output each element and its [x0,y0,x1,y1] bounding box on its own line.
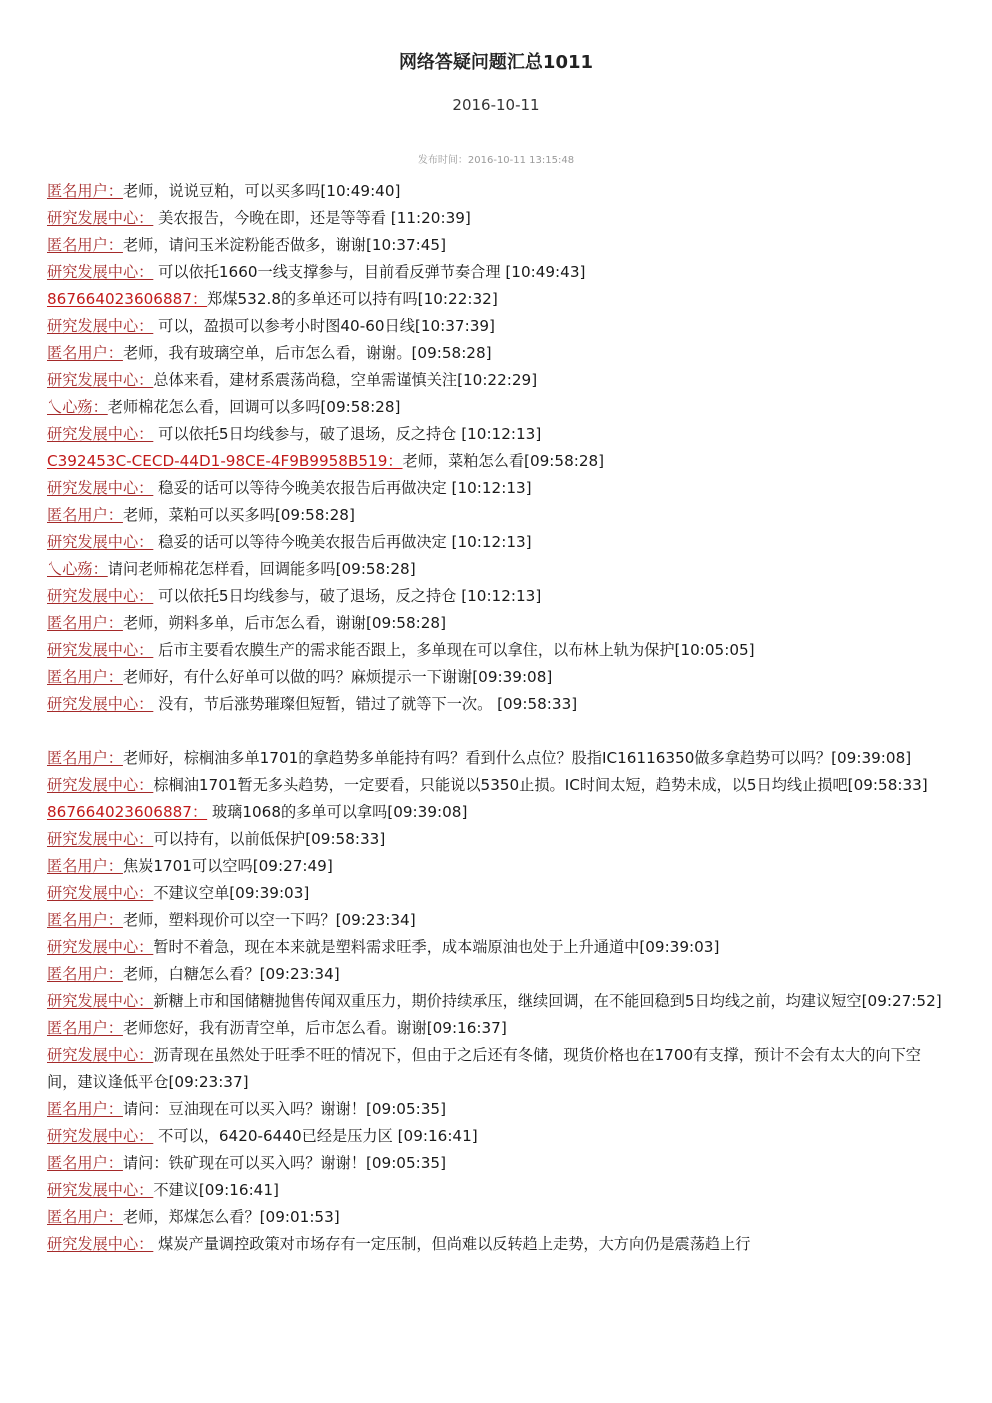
qa-text: 请问：铁矿现在可以买入吗？谢谢！[09:05:35] [122,1154,446,1172]
qa-text: 老师好，棕榈油多单1701的拿趋势多单能持有吗？看到什么点位？股指IC16116350做多拿趋势可以吗？[09:39:08] [122,749,912,767]
qa-entry [47,664,947,691]
speaker-link[interactable]: 研究发展中心： [47,209,154,227]
qa-text: 老师，朔料多单，后市怎么看，谢谢[09:58:28] [122,614,446,632]
speaker-link[interactable]: 研究发展中心： [47,641,154,659]
qa-text: 老师，菜粕可以买多吗[09:58:28] [122,506,355,524]
qa-entry [47,772,947,799]
speaker-link[interactable]: 研究发展中心： [47,1046,154,1064]
qa-text: 可以依托5日均线参与，破了退场，反之持仓 [10:12:13] [153,425,542,443]
qa-entry [47,286,947,313]
qa-entry [47,826,947,853]
qa-text: 没有，节后涨势璀璨但短暂，错过了就等下一次。 [09:58:33] [153,695,578,713]
qa-text: 玻璃1068的多单可以拿吗[09:39:08] [207,803,468,821]
qa-entry [47,1231,947,1258]
qa-entry [47,1150,947,1177]
speaker-link[interactable]: 研究发展中心： [47,776,154,794]
qa-entry [47,1042,947,1096]
qa-text: 美农报告，今晚在即，还是等等看 [11:20:39] [153,209,471,227]
qa-text: 可以依托5日均线参与，破了退场，反之持仓 [10:12:13] [153,587,542,605]
qa-entry [47,529,947,556]
document-date: 2016-10-11 [452,96,540,114]
qa-entry [47,178,947,205]
speaker-link[interactable]: 研究发展中心： [47,371,154,389]
qa-text: 总体来看，建材系震荡尚稳，空单需谨慎关注[10:22:29] [153,371,538,389]
qa-text: 后市主要看农膜生产的需求能否跟上，多单现在可以拿住，以布林上轨为保护[10:05:05] [153,641,755,659]
qa-entry [47,340,947,367]
qa-text: 可以依托1660一线支撑参与，目前看反弹节奏合理 [10:49:43] [153,263,586,281]
speaker-link[interactable]: 研究发展中心： [47,263,154,281]
qa-text: 请问老师棉花怎样看，回调能多吗[09:58:28] [107,560,416,578]
speaker-link[interactable]: 匿名用户： [47,857,123,875]
qa-text: 新糖上市和国储糖抛售传闻双重压力，期价持续承压，继续回调，在不能回稳到5日均线之前，均建议短空[09:27:52] [153,992,942,1010]
qa-entry [47,313,947,340]
speaker-link[interactable]: 研究发展中心： [47,533,154,551]
speaker-link[interactable]: 867664023606887： [47,290,208,308]
qa-text: 老师，白糖怎么看？[09:23:34] [122,965,340,983]
qa-text: 煤炭产量调控政策对市场存有一定压制，但尚难以反转趋上走势，大方向仍是震荡趋上行 [153,1235,751,1253]
speaker-link[interactable]: 研究发展中心： [47,992,154,1010]
qa-entry [47,1123,947,1150]
qa-text: 不可以，6420-6440已经是压力区 [09:16:41] [153,1127,478,1145]
speaker-link[interactable]: 匿名用户： [47,749,123,767]
speaker-link[interactable]: 研究发展中心： [47,884,154,902]
qa-entry [47,853,947,880]
qa-text: 老师，请问玉米淀粉能否做多，谢谢[10:37:45] [122,236,446,254]
qa-entry [47,691,947,718]
speaker-link[interactable]: 匿名用户： [47,1019,123,1037]
qa-text: 老师好，有什么好单可以做的吗？麻烦提示一下谢谢[09:39:08] [122,668,553,686]
qa-entry [47,232,947,259]
qa-text: 不建议空单[09:39:03] [153,884,310,902]
speaker-link[interactable]: 匿名用户： [47,1154,123,1172]
qa-text: 老师，塑料现价可以空一下吗？[09:23:34] [122,911,416,929]
qa-entry [47,448,947,475]
speaker-link[interactable]: 匿名用户： [47,1208,123,1226]
qa-entry [47,799,947,826]
qa-entry [47,583,947,610]
qa-text: 焦炭1701可以空吗[09:27:49] [122,857,333,875]
speaker-link[interactable]: 匿名用户： [47,236,123,254]
speaker-link[interactable]: 研究发展中心： [47,1127,154,1145]
qa-text: 可以，盈损可以参考小时图40-60日线[10:37:39] [153,317,495,335]
qa-entry [47,610,947,637]
qa-text: 稳妥的话可以等待今晚美农报告后再做决定 [10:12:13] [153,533,532,551]
qa-entry [47,988,947,1015]
qa-entry [47,907,947,934]
qa-text: 老师，郑煤怎么看？[09:01:53] [122,1208,340,1226]
qa-entry [47,394,947,421]
qa-entry [47,259,947,286]
qa-text: 棕榈油1701暂无多头趋势，一定要看，只能说以5350止损。IC时间太短，趋势未成，以5日均线止损吧[09:58:33] [153,776,928,794]
qa-entry [47,1015,947,1042]
speaker-link[interactable]: 研究发展中心： [47,425,154,443]
publish-time: 发布时间：2016-10-11 13:15:48 [417,155,575,166]
qa-text: 老师您好，我有沥青空单，后市怎么看。谢谢[09:16:37] [122,1019,507,1037]
speaker-link[interactable]: 研究发展中心： [47,938,154,956]
qa-entry [47,934,947,961]
paragraph-gap [47,718,947,745]
speaker-link[interactable]: 研究发展中心： [47,317,154,335]
qa-entry [47,745,947,772]
speaker-link[interactable]: 研究发展中心： [47,479,154,497]
qa-text: 老师棉花怎么看，回调可以多吗[09:58:28] [107,398,401,416]
speaker-link[interactable]: 乀心殇： [47,398,108,416]
speaker-link[interactable]: 研究发展中心： [47,587,154,605]
speaker-link[interactable]: 匿名用户： [47,911,123,929]
qa-text: 暂时不着急，现在本来就是塑料需求旺季，成本端原油也处于上升通道中[09:39:03] [153,938,720,956]
qa-text: 老师，菜粕怎么看[09:58:28] [402,452,605,470]
qa-entry [47,880,947,907]
speaker-link[interactable]: 乀心殇： [47,560,108,578]
qa-entry [47,421,947,448]
qa-entry [47,367,947,394]
qa-entry [47,556,947,583]
qa-text: 郑煤532.8的多单还可以持有吗[10:22:32] [207,290,498,308]
speaker-link[interactable]: 研究发展中心： [47,830,154,848]
speaker-link[interactable]: 匿名用户： [47,1100,123,1118]
qa-text: 沥青现在虽然处于旺季不旺的情况下，但由于之后还有冬储，现货价格也在1700有支撑，预计不会有太大的向下空间，建议逢低平仓[09:23:37] [47,1046,921,1091]
speaker-link[interactable]: 匿名用户： [47,506,123,524]
qa-text: 老师，我有玻璃空单，后市怎么看，谢谢。[09:58:28] [122,344,492,362]
qa-entry [47,475,947,502]
qa-entry [47,637,947,664]
speaker-link[interactable]: 867664023606887： [47,803,208,821]
qa-entry [47,205,947,232]
qa-text: 请问：豆油现在可以买入吗？谢谢！[09:05:35] [122,1100,446,1118]
speaker-link[interactable]: 研究发展中心： [47,1181,154,1199]
qa-text: 老师，说说豆粕，可以买多吗[10:49:40] [122,182,401,200]
qa-entry [47,961,947,988]
speaker-link[interactable]: 匿名用户： [47,182,123,200]
speaker-link[interactable]: 匿名用户： [47,344,123,362]
speaker-link[interactable]: 研究发展中心： [47,695,154,713]
qa-text: 可以持有，以前低保护[09:58:33] [153,830,386,848]
qa-text: 稳妥的话可以等待今晚美农报告后再做决定 [10:12:13] [153,479,532,497]
qa-entry [47,1177,947,1204]
document-title: 网络答疑问题汇总1011 [398,52,594,73]
qa-entry [47,502,947,529]
speaker-link[interactable]: 匿名用户： [47,614,123,632]
speaker-link[interactable]: 匿名用户： [47,965,123,983]
qa-entry [47,1204,947,1231]
qa-text: 不建议[09:16:41] [153,1181,279,1199]
qa-entry [47,1096,947,1123]
speaker-link[interactable]: 研究发展中心： [47,1235,154,1253]
speaker-link[interactable]: C392453C-CECD-44D1-98CE-4F9B9958B519： [47,452,403,470]
qa-list [47,178,947,1258]
speaker-link[interactable]: 匿名用户： [47,668,123,686]
